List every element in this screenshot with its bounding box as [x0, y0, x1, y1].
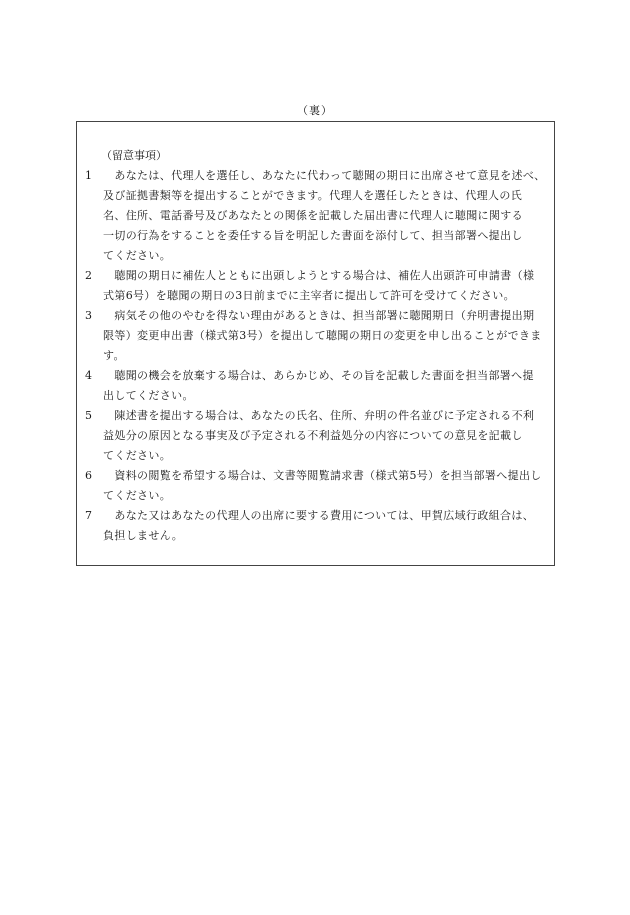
- item-number: 2: [85, 269, 92, 282]
- item-text-line: 陳述書を提出する場合は、あなたの氏名、住所、弁明の件名並びに予定される不利: [103, 409, 535, 422]
- notice-item: [85, 506, 547, 546]
- item-text-line: あなたは、代理人を選任し、あなたに代わって聴聞の期日に出席させて意見を述べ、: [103, 169, 546, 182]
- item-text-line: 益処分の原因となる事実及び予定される不利益処分の内容についての意見を記載し: [103, 429, 523, 442]
- item-text-line: 病気その他のやむを得ない理由があるときは、担当部署に聴聞期日（弁明書提出期: [103, 309, 535, 322]
- item-text-line: 出してください。: [103, 389, 194, 402]
- item-text-line: 資料の閲覧を希望する場合は、文書等閲覧請求書（様式第5号）を担当部署へ提出し: [103, 469, 542, 482]
- item-number: 1: [85, 169, 92, 182]
- notice-item: [85, 266, 547, 306]
- notice-heading: （留意事項）: [101, 149, 167, 162]
- item-text-line: 限等）変更申出書（様式第3号）を提出して聴聞の期日の変更を申し出ることができま: [103, 329, 542, 342]
- item-text-line: 名、住所、電話番号及びあなたとの関係を記載した届出書に代理人に聴聞に関する: [103, 209, 523, 222]
- notice-item: [85, 366, 547, 406]
- item-number: 7: [85, 509, 92, 522]
- item-text-line: 聴聞の期日に補佐人とともに出頭しようとする場合は、補佐人出頭許可申請書（様: [103, 269, 535, 282]
- item-text-line: てください。: [103, 249, 172, 262]
- item-number: 4: [85, 369, 92, 382]
- item-text-line: す。: [103, 349, 125, 362]
- item-text-line: 負担しません。: [103, 529, 184, 542]
- item-text-line: 式第6号）を聴聞の期日の3日前までに主宰者に提出して許可を受けてください。: [103, 289, 515, 302]
- notice-item: [85, 306, 547, 366]
- notice-box: [76, 121, 555, 566]
- item-number: 6: [85, 469, 92, 482]
- notice-item: [85, 166, 547, 266]
- notice-item: [85, 406, 547, 466]
- item-text-line: 及び証拠書類等を提出することができます。代理人を選任したときは、代理人の氏: [103, 189, 523, 202]
- item-text-line: 聴聞の機会を放棄する場合は、あらかじめ、その旨を記載した書面を担当部署へ提: [103, 369, 534, 382]
- notice-item: [85, 466, 547, 506]
- item-text-line: あなた又はあなたの代理人の出席に要する費用については、甲賀広域行政組合は、: [103, 509, 535, 522]
- item-text-line: てください。: [103, 449, 172, 462]
- item-number: 5: [85, 409, 92, 422]
- page-side-label: （裏）: [297, 104, 333, 117]
- item-text-line: 一切の行為をすることを委任する旨を明記した書面を添付して、担当部署へ提出し: [103, 229, 523, 242]
- item-text-line: てください。: [103, 489, 172, 502]
- item-number: 3: [85, 309, 92, 322]
